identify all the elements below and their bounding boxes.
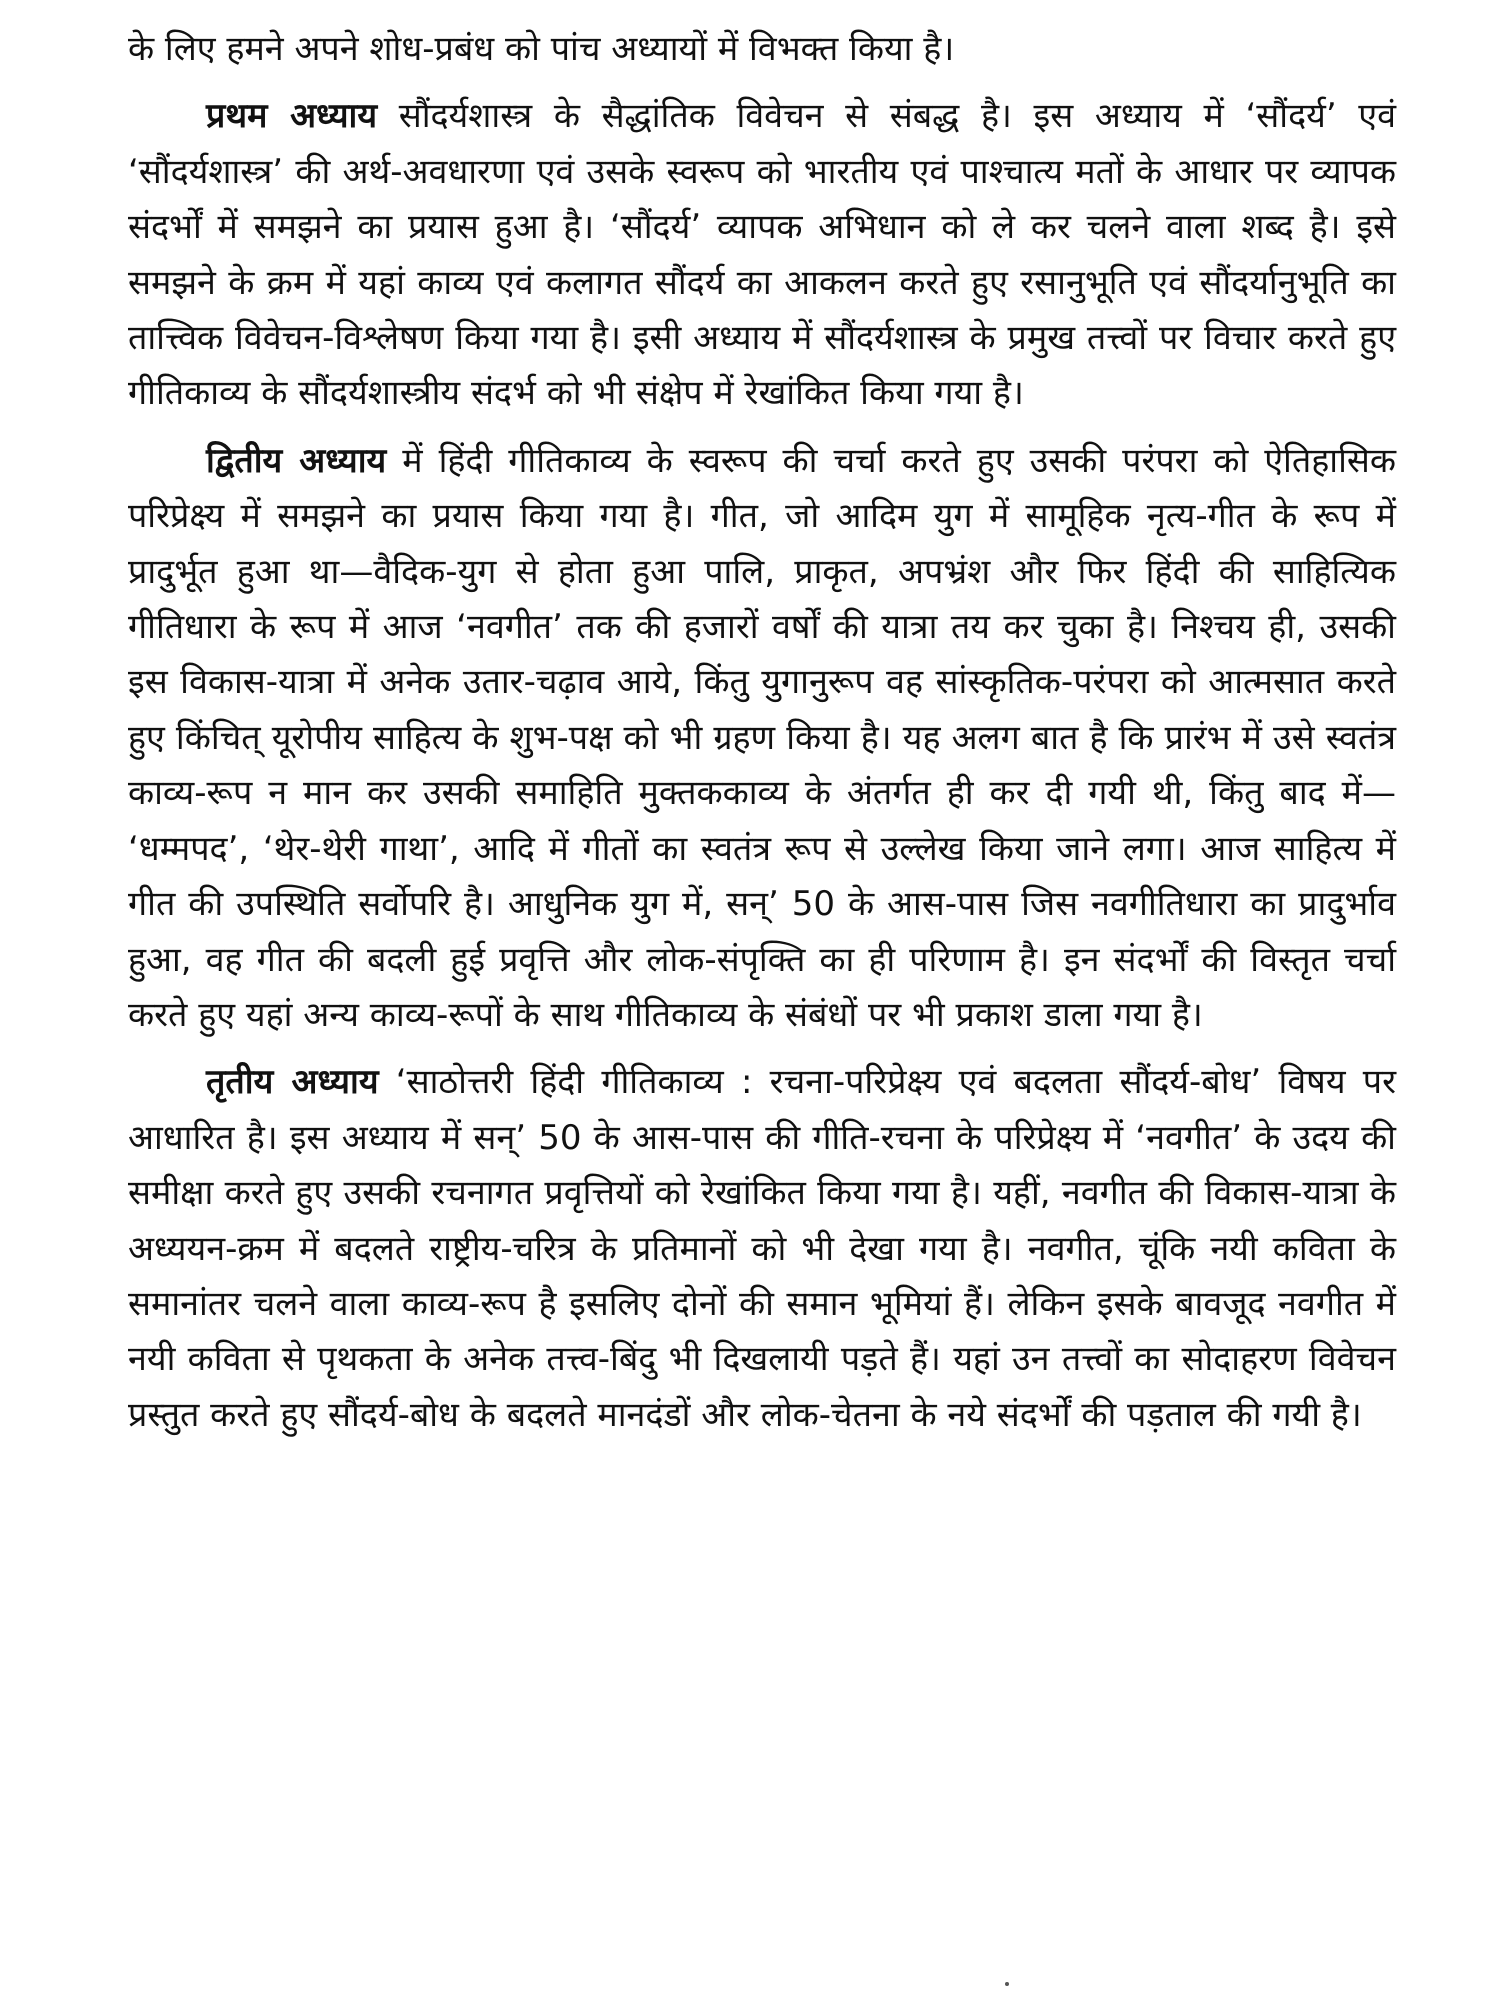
document-page <box>128 22 1396 1455</box>
paragraph-intro <box>128 22 1396 77</box>
paragraph-intro-text: के लिए हमने अपने शोध-प्रबंध को पांच अध्यायों में विभक्त किया है। <box>128 29 955 69</box>
paragraph-chapter-3 <box>128 1055 1396 1443</box>
chapter-2-heading: द्वितीय अध्याय <box>206 440 387 481</box>
chapter-1-text: सौंदर्यशास्त्र के सैद्धांतिक विवेचन से संबद्ध है। इस अध्याय में ‘सौंदर्य’ एवं ‘सौंदर्यशास्त्र’ की अर्थ-अवधारणा एवं उसके स्वरूप को भारतीय एवं पाश्चात्य मतों के आधार पर व्यापक संदर्भों में समझने का प्रयास हुआ है। ‘सौंदर्य’ व्यापक अभिधान को ले कर चलने वाला शब्द है। इसे समझने के क्रम में यहां काव्य एवं कलागत सौंदर्य का आकलन करते हुए रसानुभूति एवं सौंदर्यानुभूति का तात्त्विक विवेचन-विश्लेषण किया गया है। इसी अध्याय में सौंदर्यशास्त्र के प्रमुख तत्त्वों पर विचार करते हुए गीतिकाव्य के सौंदर्यशास्त्रीय संदर्भ को भी संक्षेप में रेखांकित किया गया है। <box>128 96 1396 414</box>
chapter-1-heading: प्रथम अध्याय <box>206 96 378 137</box>
chapter-2-text: में हिंदी गीतिकाव्य के स्वरूप की चर्चा करते हुए उसकी परंपरा को ऐतिहासिक परिप्रेक्ष्य में समझने का प्रयास किया गया है। गीत, जो आदिम युग में सामूहिक नृत्य-गीत के रूप में प्रादुर्भूत हुआ था—वैदिक-युग से होता हुआ पालि, प्राकृत, अपभ्रंश और फिर हिंदी की साहित्यिक गीतिधारा के रूप में आज ‘नवगीत’ तक की हजारों वर्षों की यात्रा तय कर चुका है। निश्चय ही, उसकी इस विकास-यात्रा में अनेक उतार-चढ़ाव आये, किंतु युगानुरूप वह सांस्कृतिक-परंपरा को आत्मसात करते हुए किंचित् यूरोपीय साहित्य के शुभ-पक्ष को भी ग्रहण किया है। यह अलग बात है कि प्रारंभ में उसे स्वतंत्र काव्य-रूप न मान कर उसकी समाहिति मुक्तककाव्य के अंतर्गत ही कर दी गयी थी, किंतु बाद में— ‘धम्मपद’, ‘थेर-थेरी गाथा’, आदि में गीतों का स्वतंत्र रूप से उल्लेख किया जाने लगा। आज साहित्य में गीत की उपस्थिति सर्वोपरि है। आधुनिक युग में, सन्’ 50 के आस-पास जिस नवगीतिधारा का प्रादुर्भाव हुआ, वह गीत की बदली हुई प्रवृत्ति और लोक-संपृक्ति का ही परिणाम है। इन संदर्भों की विस्तृत चर्चा करते हुए यहां अन्य काव्य-रूपों के साथ गीतिकाव्य के संबंधों पर भी प्रकाश डाला गया है। <box>128 440 1396 1035</box>
paragraph-chapter-1 <box>128 89 1396 421</box>
paragraph-chapter-2 <box>128 434 1396 1043</box>
chapter-3-text: ‘साठोत्तरी हिंदी गीतिकाव्य : रचना-परिप्रेक्ष्य एवं बदलता सौंदर्य-बोध’ विषय पर आधारित है। इस अध्याय में सन्’ 50 के आस-पास की गीति-रचना के परिप्रेक्ष्य में ‘नवगीत’ के उदय की समीक्षा करते हुए उसकी रचनागत प्रवृत्तियों को रेखांकित किया गया है। यहीं, नवगीत की विकास-यात्रा के अध्ययन-क्रम में बदलते राष्ट्रीय-चरित्र के प्रतिमानों को भी देखा गया है। नवगीत, चूंकि नयी कविता के समानांतर चलने वाला काव्य-रूप है इसलिए दोनों की समान भूमियां हैं। लेकिन इसके बावजूद नवगीत में नयी कविता से पृथकता के अनेक तत्त्व-बिंदु भी दिखलायी पड़ते हैं। यहां उन तत्त्वों का सोदाहरण विवेचन प्रस्तुत करते हुए सौंदर्य-बोध के बदलते मानदंडों और लोक-चेतना के नये संदर्भों की पड़ताल की गयी है। <box>128 1062 1396 1435</box>
scan-speck <box>1005 1982 1009 1986</box>
chapter-3-heading: तृतीय अध्याय <box>206 1062 379 1103</box>
